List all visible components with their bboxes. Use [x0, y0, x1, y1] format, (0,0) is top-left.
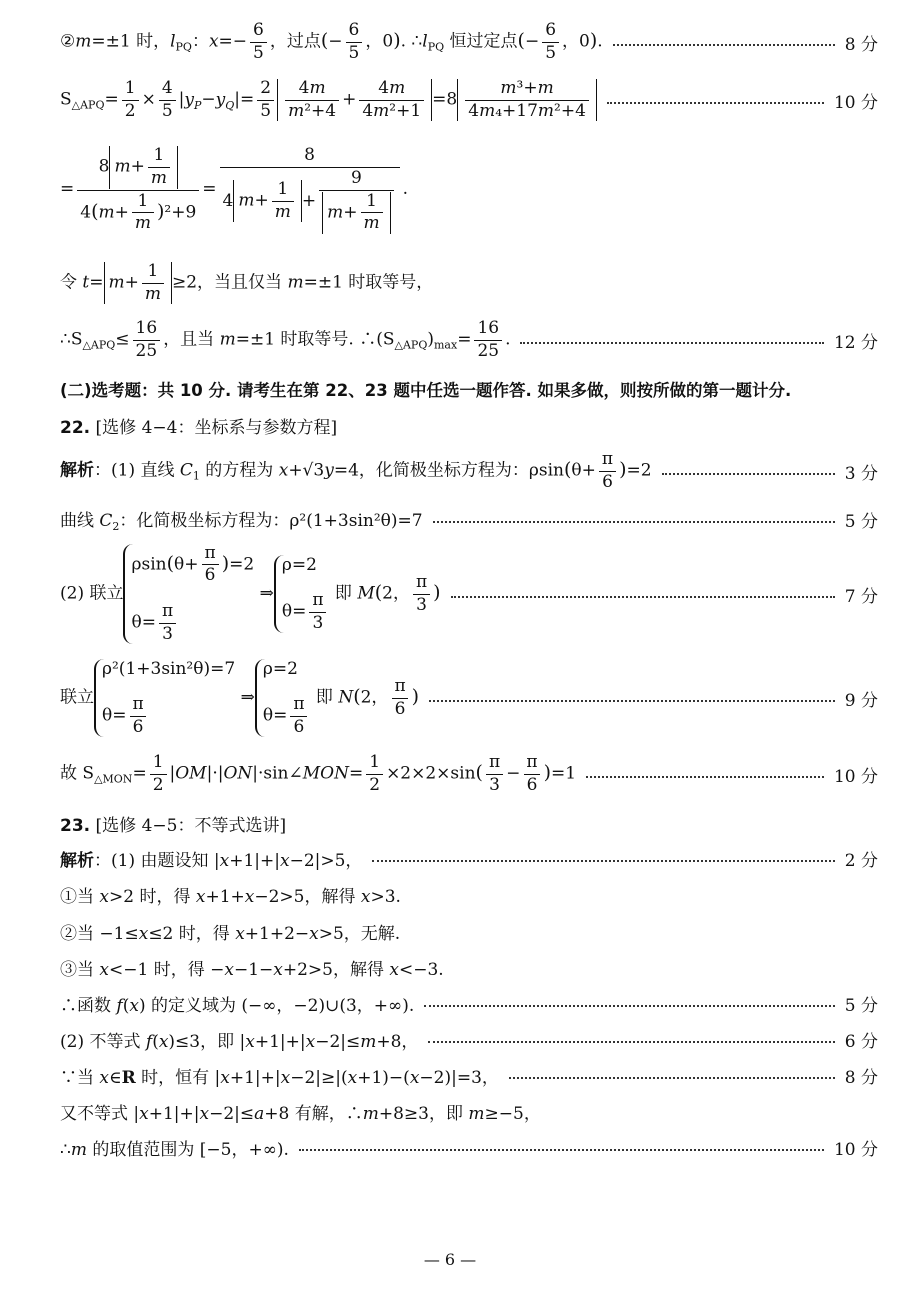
leader-dots — [613, 44, 835, 46]
score-label: 8 分 — [844, 1067, 878, 1088]
leader-dots — [451, 596, 835, 598]
solution-line: $\therefore S_{\triangle APQ}\le$ $\frac{16}{25}$ ，且当 m=±1 时取等号. $\therefore(S_{\triangle APQ})_{max}=$ $\frac{16}{25}$ . 12 分 — [60, 317, 878, 361]
solution-line: ①当 x>2 时，得 x+1+x−2>5，解得 x>3. — [60, 886, 401, 907]
solution-line: (2) 联立 ρsin(θ+ $\frac{\pi}{6}$ )=2 θ= $\frac{\pi}{3}$ ⇒ ρ=2 θ= $\frac{\pi}{3}$ 即 M(2， $\frac{\pi}{3}$ ) 7 分 — [60, 542, 878, 644]
page-number: — 6 — — [423, 1250, 477, 1269]
solution-line: 联立 ρ²(1+3sin²θ)=7 θ= $\frac{\pi}{6}$ ⇒ ρ=2 θ= $\frac{\pi}{6}$ 即 N(2， $\frac{\pi}{6}$ ) 9 分 — [60, 658, 878, 737]
solution-line: 故 $S_{\triangle MON}=$ $\frac{1}{2}$ |OM|·|ON|·sin∠MON= $\frac{1}{2}$ ×2×2×sin( $\frac{\pi}{3}$ − $\frac{\pi}{6}$ )=1 10 分 — [60, 751, 878, 795]
score-label: 8 分 — [844, 34, 878, 55]
solution-line: ∵当 x∈R 时，恒有 |x+1|+|x−2|≥|(x+1)−(x−2)|=3， 8 分 — [60, 1062, 878, 1088]
solution-line: ③当 x<−1 时，得 −x−1−x+2>5，解得 x<−3. — [60, 959, 444, 980]
score-label: 5 分 — [844, 511, 878, 532]
question-heading: 23. [选修 4−5：不等式选讲] — [60, 815, 287, 836]
solution-line: ∴函数 f(x) 的定义域为 (−∞，−2)∪(3，+∞). 5 分 — [60, 990, 878, 1016]
leader-dots — [586, 776, 824, 778]
leader-dots — [509, 1077, 835, 1079]
score-label: 12 分 — [833, 332, 878, 353]
leader-dots — [424, 1005, 835, 1007]
leader-dots — [299, 1149, 824, 1151]
solution-line: 令 t= m+ $\frac{1}{m}$ ≥2，当且仅当 m=±1 时取等号， — [60, 260, 434, 304]
solution-line: = 8 m+ $\frac{1}{m}$ 4(m+ $\frac{1}{m}$ )²+9 = 8 4 m+ $\frac{1}{m}$ + 9 m+ $\frac{1}{m}$ . — [60, 145, 409, 234]
solution-line: 解析：(1) 由题设知 |x+1|+|x−2|>5， 2 分 — [60, 845, 878, 871]
solution-line: 曲线 $C_2$：化简极坐标方程为：ρ²(1+3sin²θ)=7 5 分 — [60, 506, 878, 532]
leader-dots — [520, 342, 823, 344]
leader-dots — [372, 860, 834, 862]
score-label: 10 分 — [833, 92, 878, 113]
solution-line: ∴m 的取值范围为 [−5，+∞). 10 分 — [60, 1134, 878, 1160]
score-label: 3 分 — [844, 463, 878, 484]
leader-dots — [429, 700, 835, 702]
solution-line: (2) 不等式 f(x)≤3，即 |x+1|+|x−2|≤m+8， 6 分 — [60, 1026, 878, 1052]
leader-dots — [433, 521, 835, 523]
section-heading: (二)选考题：共 10 分. 请考生在第 22、23 题中任选一题作答. 如果多做，则按所做的第一题计分. — [60, 381, 792, 400]
score-label: 5 分 — [844, 995, 878, 1016]
leader-dots — [428, 1041, 834, 1043]
solution-line: 又不等式 |x+1|+|x−2|≤a+8 有解，∴m+8≥3，即 m≥−5， — [60, 1103, 541, 1124]
solution-line: $S_{\triangle APQ}=$ $\frac{1}{2}$ × $\frac{4}{5}$ $|y_P-y_Q|=$ $\frac{2}{5}$ $\frac{4m}{\text{m²+4}}$ + $\frac{4m}{\text{4m²+1}}$ =8 $\frac{\text{m³+m}}{\text{4m₄+17m²+4}}$ 10 分 — [60, 77, 878, 121]
score-label: 9 分 — [844, 690, 878, 711]
score-label: 7 分 — [844, 586, 878, 607]
solution-line: ②当 −1≤x≤2 时，得 x+1+2−x>5，无解. — [60, 923, 401, 944]
score-label: 2 分 — [844, 850, 878, 871]
score-label: 10 分 — [833, 766, 878, 787]
score-label: 6 分 — [844, 1031, 878, 1052]
solution-line: 解析：(1) 直线 $C_1$ 的方程为 x+√3y=4，化简极坐标方程为：ρsin(θ+ $\frac{\pi}{6}$ )=2 3 分 — [60, 448, 878, 492]
score-label: 10 分 — [833, 1139, 878, 1160]
solution-line: ②m=±1 时，$l_{PQ}$：x=− $\frac{6}{5}$ ，过点(− $\frac{6}{5}$ ，0). $\therefore l_{PQ}$ 恒过定点(− $\frac{6}{5}$ ，0). 8 分 — [60, 19, 878, 63]
leader-dots — [607, 102, 824, 104]
question-heading: 22. [选修 4−4：坐标系与参数方程] — [60, 417, 338, 438]
leader-dots — [662, 473, 835, 475]
